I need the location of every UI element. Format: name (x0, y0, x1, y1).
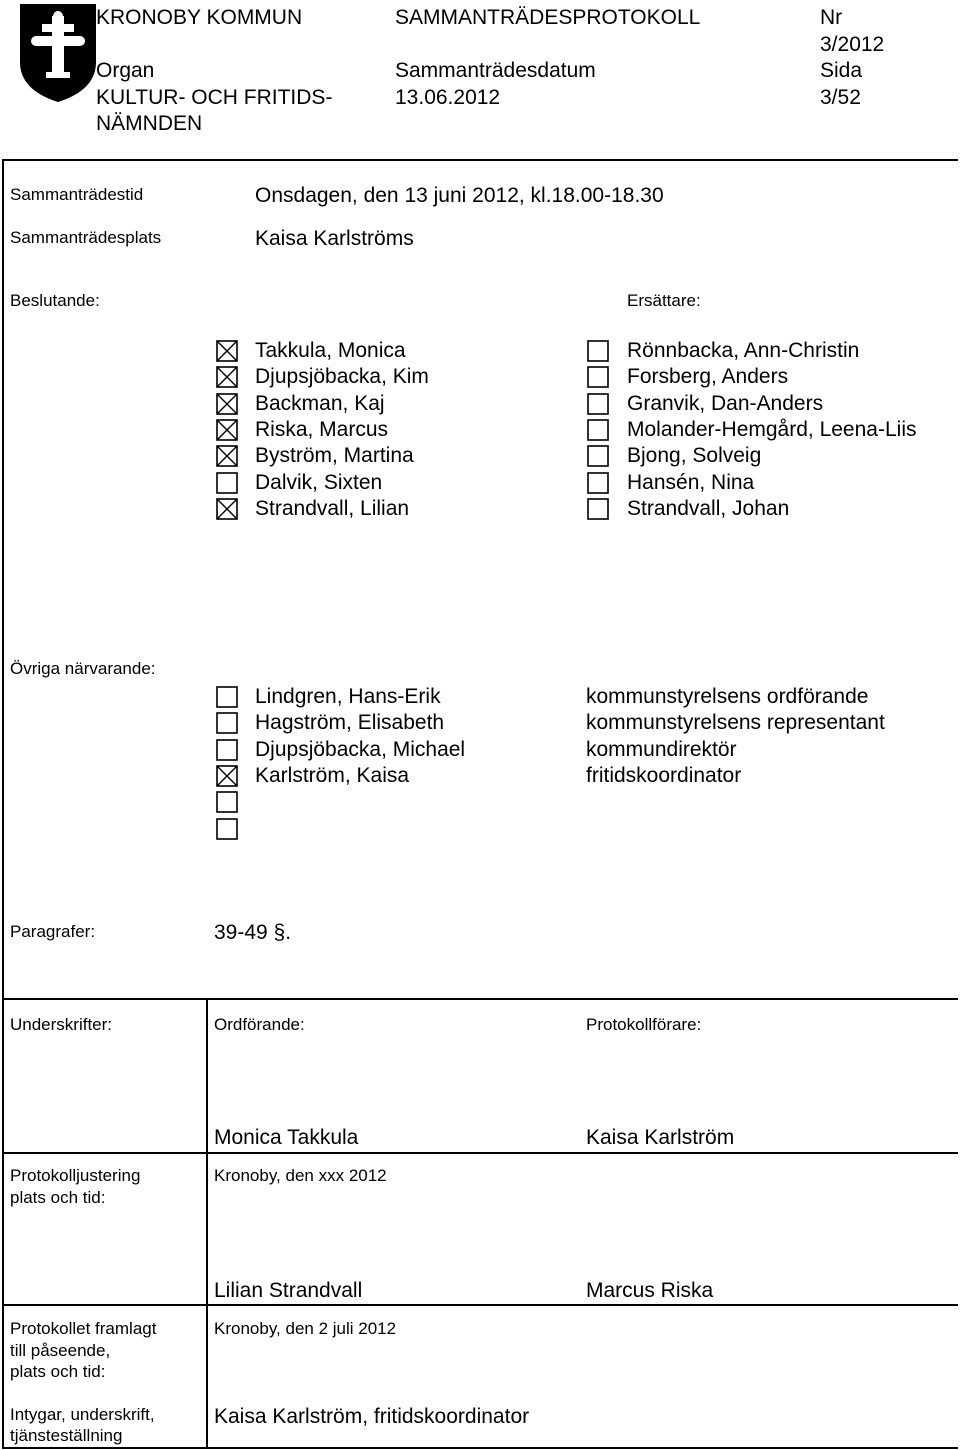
nr-label: Nr (820, 6, 843, 29)
checked-box-icon[interactable] (216, 498, 238, 520)
signatures-divider (2, 998, 958, 1000)
other-present-name: Karlström, Kaisa (255, 763, 410, 787)
posting-divider (2, 1304, 958, 1306)
empty-box-icon[interactable] (587, 419, 609, 441)
coat-of-arms-icon (18, 2, 98, 104)
posting-label-line1: Protokollet framlagt (10, 1319, 157, 1338)
decision-member-name: Riska, Marcus (255, 417, 389, 441)
checked-box-icon[interactable] (216, 366, 238, 388)
checked-box-icon[interactable] (216, 445, 238, 467)
posting-label-line2: till påseende, (10, 1341, 111, 1360)
nr-value: 3/2012 (820, 33, 885, 56)
secretary-name: Kaisa Karlström (586, 1126, 735, 1149)
paragraphs-label: Paragrafer: (10, 922, 96, 941)
empty-box-icon[interactable] (216, 739, 238, 761)
adjustment-place-time: Kronoby, den xxx 2012 (214, 1166, 387, 1185)
substitutes-label: Ersättare: (627, 291, 701, 310)
empty-box-icon[interactable] (216, 472, 238, 494)
other-present-role: kommunstyrelsens representant (586, 711, 885, 735)
empty-box-icon[interactable] (216, 712, 238, 734)
other-present-name: Djupsjöbacka, Michael (255, 737, 466, 761)
checked-box-icon[interactable] (216, 419, 238, 441)
organ-name-line1: KULTUR- OCH FRITIDS- (96, 86, 333, 109)
certify-signature: Kaisa Karlström, fritidskoordinator (214, 1405, 530, 1428)
signatures-label: Underskrifter: (10, 1015, 113, 1034)
frame-left-border (2, 159, 4, 1449)
certify-label-line2: tjänsteställning (10, 1426, 123, 1445)
substitute-member-name: Hansén, Nina (627, 470, 755, 494)
empty-box-icon[interactable] (216, 686, 238, 708)
signature-column-divider (206, 998, 208, 1449)
adjustment-label-line2: plats och tid: (10, 1188, 106, 1207)
certify-label-line1: Intygar, underskrift, (10, 1405, 155, 1424)
empty-box-icon[interactable] (587, 340, 609, 362)
other-present-role: fritidskoordinator (586, 763, 742, 787)
adjustment-divider (2, 1152, 958, 1154)
empty-box-icon[interactable] (216, 791, 238, 813)
date-label: Sammanträdesdatum (395, 59, 596, 82)
decision-member-name: Dalvik, Sixten (255, 470, 383, 494)
meeting-place-value: Kaisa Karlströms (255, 227, 414, 250)
empty-box-icon[interactable] (587, 472, 609, 494)
paragraphs-value: 39-49 §. (214, 921, 292, 944)
decision-member-name: Djupsjöbacka, Kim (255, 365, 429, 389)
decision-makers-label: Beslutande: (10, 291, 100, 310)
header-divider (2, 159, 958, 161)
checked-box-icon[interactable] (216, 765, 238, 787)
organ-name-line2: NÄMNDEN (96, 112, 203, 135)
empty-box-icon[interactable] (216, 818, 238, 840)
other-present-role: kommundirektör (586, 737, 737, 761)
sida-label: Sida (820, 59, 863, 82)
empty-box-icon[interactable] (587, 393, 609, 415)
others-present-label: Övriga närvarande: (10, 659, 156, 678)
decision-member-name: Takkula, Monica (255, 339, 406, 362)
municipality-name: KRONOBY KOMMUN (96, 6, 303, 29)
substitute-member-name: Forsberg, Anders (627, 365, 789, 389)
empty-box-icon[interactable] (587, 498, 609, 520)
frame-bottom-border (2, 1447, 958, 1449)
substitute-member-name: Strandvall, Johan (627, 496, 790, 520)
organ-label: Organ (96, 59, 155, 82)
chair-label: Ordförande: (214, 1015, 305, 1034)
document-type: SAMMANTRÄDESPROTOKOLL (395, 6, 701, 29)
posting-label-line3: plats och tid: (10, 1362, 106, 1381)
adjuster-1-name: Lilian Strandvall (214, 1279, 363, 1302)
decision-member-name: Backman, Kaj (255, 391, 385, 415)
substitute-member-name: Rönnbacka, Ann-Christin (627, 339, 860, 362)
empty-box-icon[interactable] (587, 366, 609, 388)
date-value: 13.06.2012 (395, 86, 501, 109)
posting-place-time: Kronoby, den 2 juli 2012 (214, 1319, 397, 1338)
meeting-time-label: Sammanträdestid (10, 185, 144, 204)
chair-name: Monica Takkula (214, 1126, 359, 1149)
sida-value: 3/52 (820, 86, 861, 109)
substitute-member-name: Bjong, Solveig (627, 444, 762, 468)
decision-member-name: Byström, Martina (255, 444, 414, 468)
empty-box-icon[interactable] (587, 445, 609, 467)
adjuster-2-name: Marcus Riska (586, 1279, 714, 1302)
secretary-label: Protokollförare: (586, 1015, 702, 1034)
adjustment-label-line1: Protokolljustering (10, 1166, 141, 1185)
other-present-role: kommunstyrelsens ordförande (586, 685, 869, 708)
other-present-name: Hagström, Elisabeth (255, 711, 445, 735)
substitute-member-name: Granvik, Dan-Anders (627, 391, 824, 415)
decision-member-name: Strandvall, Lilian (255, 496, 410, 520)
substitute-member-name: Molander-Hemgård, Leena-Liis (627, 417, 917, 441)
meeting-time-value: Onsdagen, den 13 juni 2012, kl.18.00-18.30 (255, 184, 664, 207)
checked-box-icon[interactable] (216, 393, 238, 415)
other-present-name: Lindgren, Hans-Erik (255, 685, 441, 708)
meeting-place-label: Sammanträdesplats (10, 228, 162, 247)
checked-box-icon[interactable] (216, 340, 238, 362)
